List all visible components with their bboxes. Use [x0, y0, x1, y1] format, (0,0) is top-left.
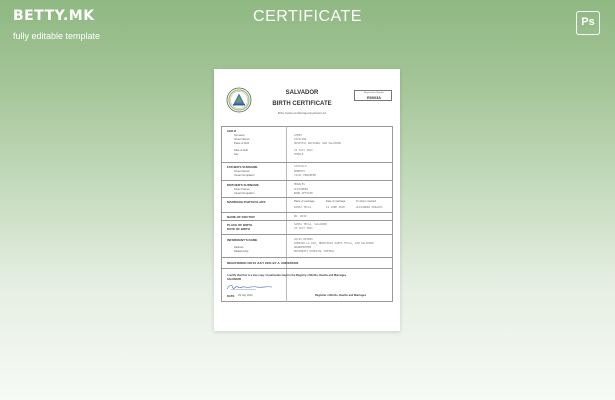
child-value: 23 JULY 2021	[294, 149, 313, 152]
document-title: BIRTH CERTIFICATE	[272, 101, 332, 107]
tagline: fully editable template	[13, 31, 101, 41]
mother-label: Given Names	[234, 188, 250, 191]
marriage-col-label: Place of marriage	[294, 200, 315, 203]
informant-value: LUCIA RIVERA	[294, 238, 313, 241]
doctor-value: DR. RUIZ	[294, 215, 307, 218]
marriage-heading: MARRIAGE PARTICULARS	[227, 200, 266, 204]
divider	[221, 257, 393, 258]
divider	[221, 234, 393, 235]
brand-logo: BETTY.MK	[13, 8, 95, 24]
date-label: DATE	[227, 294, 235, 298]
registrar-title: Registrar of Births, Deaths and Marriages	[315, 294, 367, 297]
date-of-birth-heading: DATE OF BIRTH	[227, 227, 250, 231]
child-label: Date of birth	[234, 149, 249, 152]
marriage-col-label: Date of marriage	[326, 200, 346, 203]
divider	[221, 212, 393, 213]
father-label: Usual Occupation	[234, 174, 255, 177]
child-label: Place of birth	[234, 142, 250, 145]
doctor-heading: NAME OF DOCTOR	[227, 215, 255, 219]
marriage-value: SANTA TECLA	[294, 206, 312, 209]
informant-label: Address	[234, 246, 244, 249]
country-name: SALVADOR	[285, 90, 319, 96]
child-label: Sex	[234, 153, 239, 156]
divider	[221, 197, 393, 198]
informant-value: GRANDMOTHER	[294, 246, 312, 249]
coat-of-arms-icon	[226, 87, 252, 113]
child-heading: CHILD	[227, 129, 237, 133]
informant-heading: INFORMANT'S NAME	[227, 238, 258, 242]
divider	[221, 268, 393, 269]
child-label: Surname	[234, 134, 245, 137]
signature-icon	[226, 283, 274, 291]
date-of-birth-value: 23 JULY 2021	[294, 227, 313, 230]
mother-value: ALEJANDRA	[294, 188, 309, 191]
registration-box	[354, 90, 392, 101]
photoshop-icon: Ps	[576, 11, 600, 35]
certify-country: SALVADOR	[227, 278, 242, 281]
father-value: CIVIL ENGINEER	[294, 174, 316, 177]
registration-label: Registration Number	[363, 92, 385, 94]
page-title: CERTIFICATE	[253, 8, 362, 25]
mother-value: MORALES	[294, 183, 305, 186]
child-label: Given Names	[234, 138, 250, 141]
registered-line: REGISTERED ON 23 JULY 2021 BY A. ANDERSON	[227, 261, 299, 265]
divider	[221, 162, 393, 163]
divider	[221, 180, 393, 181]
child-value: HOSPITAL NACIONAL SAN SALVADOR	[294, 142, 341, 145]
place-of-birth-heading: PLACE OF BIRTH	[227, 223, 253, 227]
child-value: FEMALE	[294, 153, 304, 156]
father-value: CASTILLO	[294, 165, 307, 168]
mother-heading: MOTHER'S SURNAME	[227, 183, 259, 187]
informant-value: MATERNITY HOSPITAL CENTRAL	[294, 250, 335, 253]
divider	[221, 220, 393, 221]
father-label: Given Names	[234, 170, 250, 173]
certificate-document	[214, 69, 400, 331]
mother-label: Usual Occupation	[234, 192, 255, 195]
certify-statement: I certify that this is a true copy of particulars kept in the Registry of Births, Deaths and Marriages	[227, 274, 347, 277]
informant-label: Relationship	[234, 250, 249, 253]
father-value: ROBERTO	[294, 170, 305, 173]
registration-number: R0003A	[367, 95, 381, 100]
marriage-col-label: To whom married	[356, 200, 376, 203]
marriage-value: 12 JUNE 2018	[326, 206, 345, 209]
mother-value: BANK OFFICER	[294, 192, 313, 195]
father-heading: FATHER'S SURNAME	[227, 165, 258, 169]
child-value: CATALINA	[294, 138, 307, 141]
date-value: 29 July 2021	[238, 294, 253, 297]
marriage-value: ALEJANDRA MORALES	[356, 206, 383, 209]
place-of-birth-value: SANTA TECLA, SALVADOR	[294, 223, 327, 226]
informant-value: AVENIDA LA PAZ, MUNICIPIO SANTA TECLA, SAN SALVADOR	[294, 242, 374, 245]
document-subtitle: Births, Deaths and Marriages Registration Act	[277, 112, 327, 115]
child-value: LOPEZ	[294, 134, 302, 137]
